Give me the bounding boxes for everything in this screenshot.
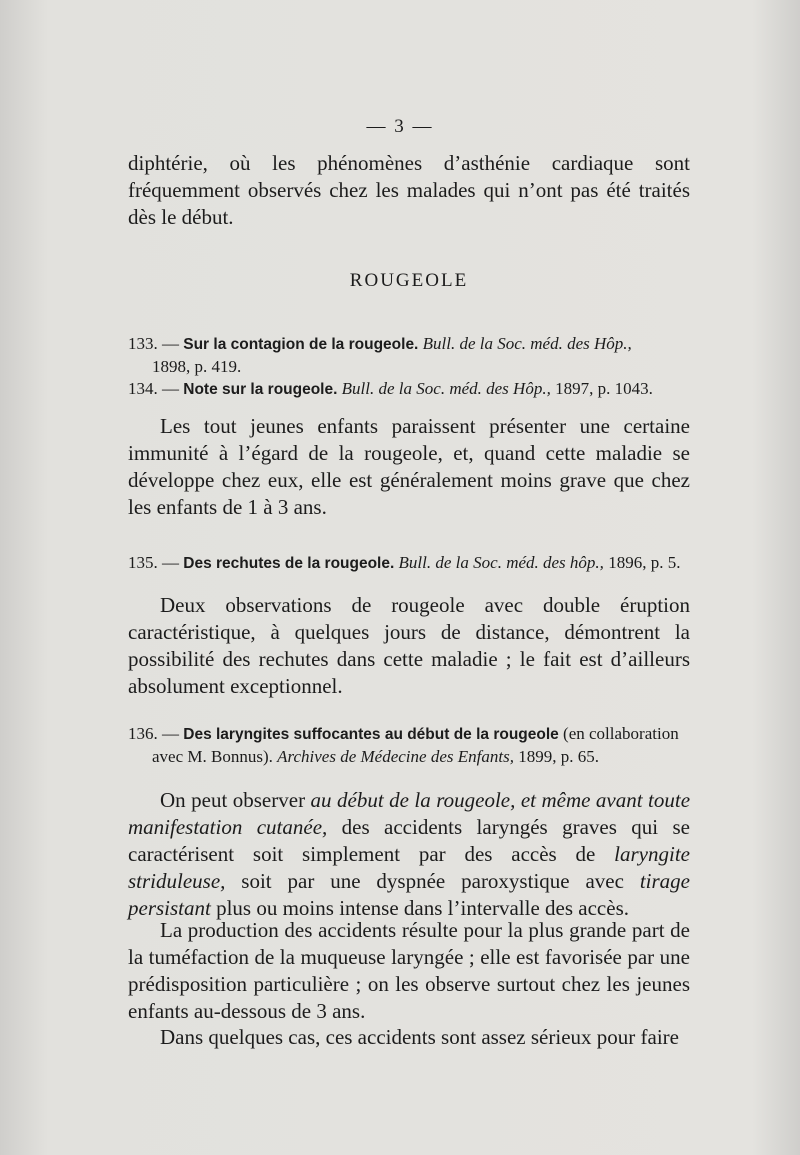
- ref-title: Des rechutes de la rougeole.: [183, 555, 395, 572]
- ref-source: Bull. de la Soc. méd. des Hôp.,: [341, 379, 551, 398]
- ref-title: Sur la contagion de la rougeole.: [183, 336, 419, 353]
- dans-paragraph: Dans quelques cas, ces accidents sont assez sérieux pour faire: [160, 1025, 679, 1049]
- rechutes-paragraph: Deux observations de rougeole avec double éruption caractéristique, à quelques jours de distance, démontrent la possibilité des rechutes dans cette maladie ; le fait est d’ailleurs absolument exceptionnel.: [128, 593, 690, 698]
- ref-detail: avec M. Bonnus).: [152, 747, 273, 766]
- immunite-paragraph: Les tout jeunes enfants paraissent présenter une certaine immunité à l’égard de la rougeole, et, quand cette maladie se développe chez eux, elle est généralement moins grave que chez les enfants de 1 à 3 ans.: [128, 414, 690, 519]
- ref-detail: 1899, p. 65.: [518, 747, 599, 766]
- ref-source: Archives de Médecine des Enfants,: [277, 747, 514, 766]
- page-number: — 3 —: [366, 116, 434, 137]
- ref-number: 135. —: [128, 553, 179, 572]
- ref-detail: (en collaboration: [563, 724, 679, 743]
- ref-title: Des laryngites suffocantes au début de la rougeole: [183, 726, 559, 743]
- section-title: ROUGEOLE: [349, 270, 469, 291]
- ref-source: Bull. de la Soc. méd. des Hôp.,: [422, 334, 632, 353]
- observer-paragraph: On peut observer au début de la rougeole, et même avant toute manifestation cutanée, des accidents laryngés graves qui se caractérisent soit simplement par des accès de laryngite striduleuse, soit par une dyspnée paroxystique avec tirage persistant plus ou moins intense dans l’intervalle des accès.: [128, 788, 691, 920]
- reference-134: [128, 378, 690, 401]
- reference-133: [128, 333, 690, 378]
- reference-136: [128, 723, 690, 768]
- ref-detail: 1897, p. 1043.: [555, 379, 653, 398]
- production-paragraph: La production des accidents résulte pour la plus grande part de la tuméfaction de la muqueuse laryngée ; elle est favorisée par une prédisposition particulière ; on les observe surtout chez les jeunes enfants au-dessous de 3 ans.: [128, 918, 690, 1023]
- ref-number: 134. —: [128, 379, 179, 398]
- intro-paragraph: diphtérie, où les phénomènes d’asthénie cardiaque sont fréquemment observés chez les malades qui n’ont pas été traités dès le début.: [128, 151, 690, 229]
- ref-source: Bull. de la Soc. méd. des hôp.,: [398, 553, 604, 572]
- ref-number: 136. —: [128, 724, 179, 743]
- ref-title: Note sur la rougeole.: [183, 381, 338, 398]
- ref-detail: 1896, p. 5.: [608, 553, 681, 572]
- ref-number: 133. —: [128, 334, 179, 353]
- reference-135: [128, 552, 690, 575]
- ref-detail: 1898, p. 419.: [152, 357, 242, 376]
